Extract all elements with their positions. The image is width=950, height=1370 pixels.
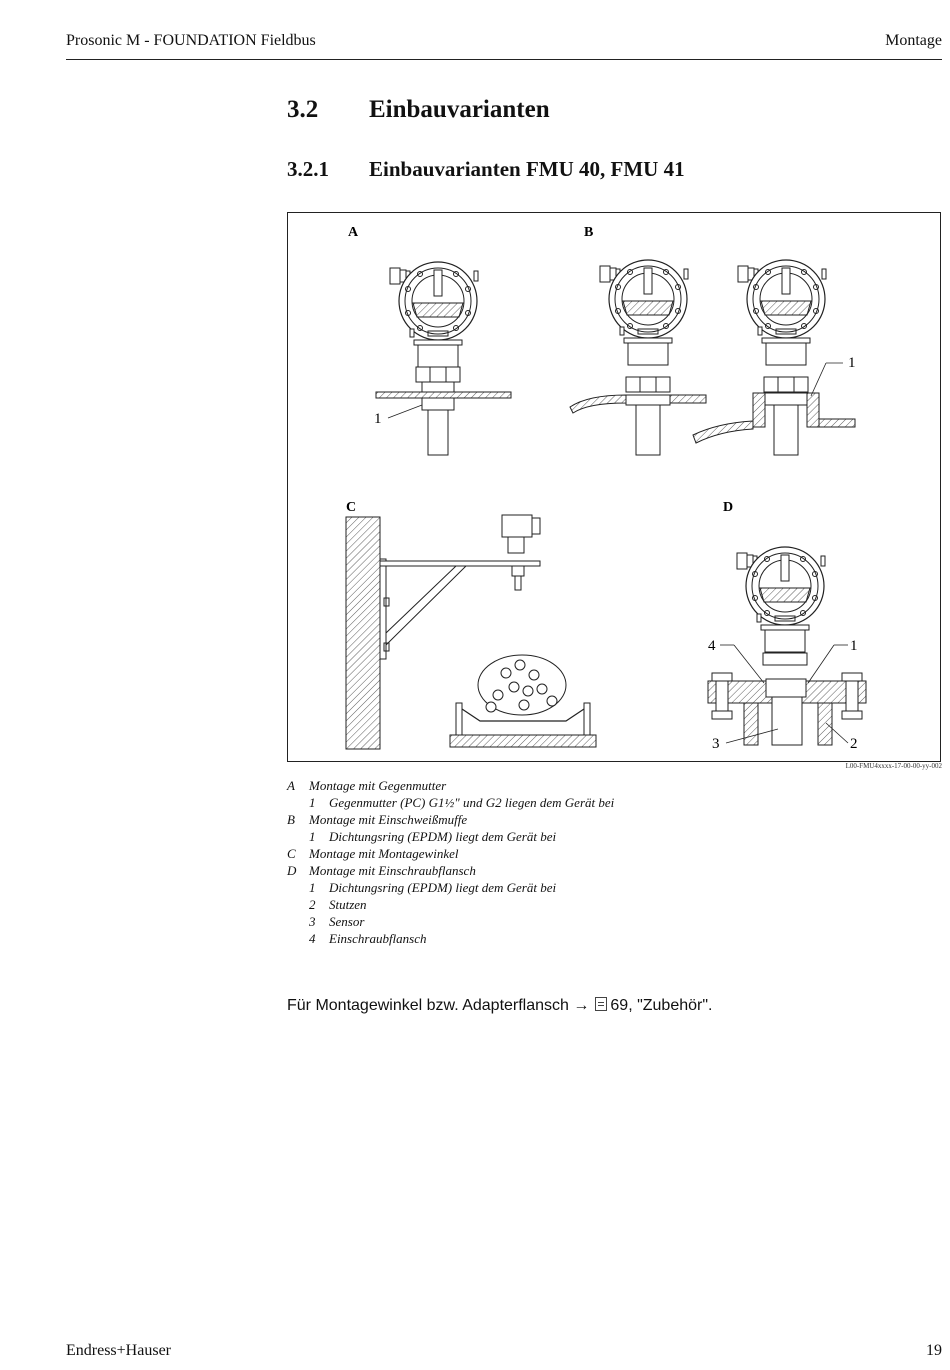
- variant-b-drawing: [570, 260, 856, 455]
- body-text: Für Montagewinkel bzw. Adapterflansch: [287, 997, 569, 1014]
- subsection-heading: [287, 157, 685, 182]
- legend-item: D Montage mit Einschraubflansch: [287, 863, 476, 878]
- callout-d-4: 4: [708, 638, 716, 654]
- callout-d-3: 3: [712, 736, 720, 752]
- page-reference[interactable]: 69, "Zubehör".: [610, 997, 713, 1014]
- subsection-number: 3.2.1: [287, 157, 329, 181]
- legend-subitem: 3 Sensor: [309, 914, 365, 929]
- header-title: Prosonic M - FOUNDATION Fieldbus: [66, 32, 316, 49]
- figure-legend: [287, 777, 614, 947]
- legend-subitem: 4 Einschraubflansch: [309, 931, 427, 946]
- figure-label-a: A: [348, 225, 359, 240]
- legend-item: A Montage mit Gegenmutter: [287, 778, 447, 793]
- variant-c-drawing: [346, 515, 596, 749]
- legend-subitem: 1 Dichtungsring (EPDM) liegt dem Gerät bei: [309, 829, 557, 844]
- callout-b-1: 1: [848, 355, 856, 371]
- header-chapter: Montage: [885, 32, 942, 49]
- legend-subitem: 1 Dichtungsring (EPDM) liegt dem Gerät bei: [309, 880, 557, 895]
- section-number: 3.2: [287, 96, 319, 123]
- figure-label-b: B: [584, 225, 594, 240]
- header-rule: [66, 59, 942, 60]
- section-title: Einbauvarianten: [369, 96, 550, 123]
- figure-id: L00-FMU4xxxx-17-00-00-yy-002: [845, 762, 942, 770]
- legend-subitem: 1 Gegenmutter (PC) G1½" und G2 liegen dem Gerät bei: [309, 795, 615, 810]
- variant-d-drawing: [708, 547, 866, 752]
- callout-a-1: 1: [374, 411, 382, 427]
- legend-subitem: 2 Stutzen: [309, 897, 367, 912]
- variant-a-drawing: [374, 262, 511, 455]
- figure-label-d: D: [723, 500, 734, 515]
- body-paragraph: [287, 997, 712, 1015]
- page-number: 19: [926, 1342, 942, 1359]
- installation-drawing: [288, 213, 942, 763]
- callout-d-2: 2: [850, 736, 858, 752]
- footer-brand: Endress+Hauser: [66, 1342, 171, 1359]
- section-heading: [287, 96, 550, 124]
- legend-item: B Montage mit Einschweißmuffe: [287, 812, 468, 827]
- page-reference-icon: [595, 997, 607, 1011]
- figure-label-c: C: [346, 500, 357, 515]
- arrow-icon: →: [573, 997, 590, 1014]
- callout-d-1: 1: [850, 638, 858, 654]
- subsection-title: Einbauvarianten FMU 40, FMU 41: [369, 157, 685, 181]
- installation-figure: [287, 212, 941, 762]
- legend-item: C Montage mit Montagewinkel: [287, 846, 459, 861]
